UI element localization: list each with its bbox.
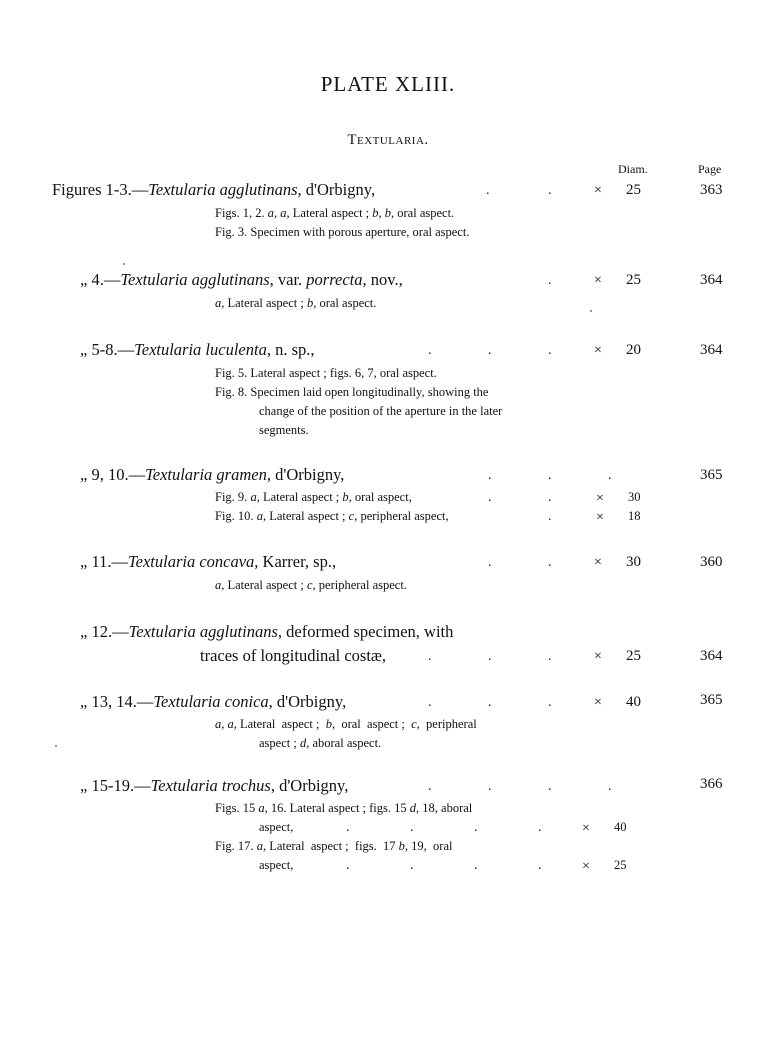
entry-label: „ 5-8.— (80, 340, 135, 359)
figure-note: a, Lateral aspect ; b, oral aspect. (215, 296, 377, 310)
leader-dot: . (474, 858, 478, 873)
entry-figure-12 (80, 622, 453, 642)
leader-dot: . (486, 183, 490, 198)
entry-label: „ 4.— (80, 270, 121, 289)
diam-value: 40 (614, 820, 627, 834)
times-sign: × (582, 859, 590, 874)
leader-dot: . (548, 468, 552, 483)
page-value: 365 (700, 467, 723, 483)
times-sign: × (596, 491, 604, 506)
species-author: , d'Orbigny, (266, 465, 345, 484)
leader-dot: . (488, 555, 492, 570)
leader-dot: . (538, 858, 542, 873)
leader-dot: . (410, 820, 414, 835)
page-value: 364 (700, 342, 723, 358)
page-value: 364 (700, 272, 723, 288)
leader-dot: . (488, 468, 492, 483)
plate-title: PLATE XLIII. (320, 72, 456, 96)
times-sign: × (594, 555, 602, 570)
leader-dot: . (538, 820, 542, 835)
leader-dot: . (488, 490, 492, 505)
entry-label: „ 13, 14.— (80, 692, 154, 711)
diam-value: 25 (614, 858, 627, 872)
column-diam-header: Diam. (618, 162, 648, 176)
entry-label: „ 15-19.— (80, 776, 151, 795)
entry-figures-9-10 (80, 465, 344, 485)
leader-dot: . (608, 779, 612, 794)
species-name: Textularia conica (153, 692, 269, 711)
column-page-header: Page (698, 162, 722, 176)
leader-dot: . (488, 343, 492, 358)
diam-value: 40 (626, 694, 641, 710)
genus-heading: Textularia. (347, 132, 429, 148)
variety-name: porrecta (306, 270, 363, 289)
entry-figures-1-3 (52, 180, 375, 200)
species-author: , d'Orbigny, (268, 692, 347, 711)
figure-note: a, Lateral aspect ; c, peripheral aspect. (215, 578, 407, 592)
figure-note: a, a, Lateral aspect ; b, oral aspect ; c, peripheral (215, 717, 477, 731)
species-author: , var. (269, 270, 307, 289)
times-sign: × (596, 510, 604, 525)
figure-note: Fig. 9. a, Lateral aspect ; b, oral aspect, (215, 490, 412, 504)
diam-value: 25 (626, 182, 641, 198)
figure-note: Fig. 17. a, Lateral aspect ; figs. 17 b, 19, oral (215, 839, 453, 853)
species-name: Textularia luculenta (134, 340, 267, 359)
species-author: , d'Orbigny, (270, 776, 349, 795)
leader-dot: . (548, 343, 552, 358)
leader-dot: . (548, 490, 552, 505)
figure-note: aspect ; d, aboral aspect. (259, 736, 382, 750)
species-author: , d'Orbigny, (297, 180, 376, 199)
entry-figures-13-14 (80, 692, 346, 712)
scan-speck (590, 310, 592, 312)
diam-value: 20 (626, 342, 641, 358)
species-author: , deformed specimen, with (277, 622, 454, 641)
leader-dot: . (488, 649, 492, 664)
figure-note: Fig. 10. a, Lateral aspect ; c, peripheral aspect, (215, 509, 449, 523)
species-name: Textularia agglutinans (120, 270, 270, 289)
species-name: Textularia trochus (150, 776, 271, 795)
times-sign: × (594, 695, 602, 710)
times-sign: × (594, 649, 602, 664)
leader-dot: . (608, 468, 612, 483)
leader-dot: . (346, 820, 350, 835)
scan-speck (55, 745, 57, 747)
entry-label: „ 9, 10.— (80, 465, 146, 484)
leader-dot: . (488, 779, 492, 794)
times-sign: × (594, 273, 602, 288)
leader-dot: . (548, 509, 552, 524)
page-value: 366 (700, 776, 723, 792)
figure-note: Figs. 15 a, 16. Lateral aspect ; figs. 15 d, 18, aboral (215, 801, 473, 815)
page-value: 364 (700, 648, 723, 664)
figure-note: aspect, (259, 858, 294, 872)
page-value: 363 (700, 182, 723, 198)
species-name: Textularia agglutinans (148, 180, 298, 199)
entry-figure-11 (80, 552, 336, 572)
page-value: 365 (700, 692, 723, 708)
diam-value: 25 (626, 648, 641, 664)
leader-dot: . (548, 183, 552, 198)
figure-note: Fig. 5. Lateral aspect ; figs. 6, 7, oral aspect. (215, 366, 437, 380)
scan-speck (123, 263, 125, 265)
figure-note: segments. (259, 423, 309, 437)
leader-dot: . (428, 779, 432, 794)
species-author: , n. sp., (266, 340, 315, 359)
leader-dot: . (428, 649, 432, 664)
page-value: 360 (700, 554, 723, 570)
leader-dot: . (548, 555, 552, 570)
leader-dot: . (474, 820, 478, 835)
diam-value: 30 (628, 490, 641, 504)
species-name: Textularia agglutinans (128, 622, 278, 641)
diam-value: 18 (628, 509, 641, 523)
leader-dot: . (428, 343, 432, 358)
entry-label: „ 12.— (80, 622, 129, 641)
figure-note: Figs. 1, 2. a, a, Lateral aspect ; b, b, oral aspect. (215, 206, 455, 220)
entry-continuation: traces of longitudinal costæ, (200, 646, 387, 665)
figure-note: Fig. 8. Specimen laid open longitudinally, showing the (215, 385, 489, 399)
entry-label: „ 11.— (80, 552, 128, 571)
times-sign: × (594, 183, 602, 198)
diam-value: 25 (626, 272, 641, 288)
diam-value: 30 (626, 554, 641, 570)
leader-dot: . (548, 779, 552, 794)
figure-note: aspect, (259, 820, 294, 834)
figure-note: Fig. 3. Specimen with porous aperture, oral aspect. (215, 225, 470, 239)
leader-dot: . (346, 858, 350, 873)
figure-note: change of the position of the aperture in the later (259, 404, 503, 418)
species-name: Textularia gramen (145, 465, 267, 484)
species-author: , Karrer, sp., (254, 552, 337, 571)
entry-figures-15-19 (80, 776, 348, 796)
times-sign: × (594, 343, 602, 358)
leader-dot: . (410, 858, 414, 873)
times-sign: × (582, 821, 590, 836)
leader-dot: . (488, 695, 492, 710)
leader-dot: . (428, 695, 432, 710)
leader-dot: . (548, 273, 552, 288)
leader-dot: . (548, 695, 552, 710)
species-name: Textularia concava (127, 552, 255, 571)
leader-dot: . (548, 649, 552, 664)
entry-label: Figures 1-3.— (52, 180, 149, 199)
entry-figure-4: „ 4.—Textularia agglutinans, var. porrecta, nov., (80, 270, 403, 289)
entry-figures-5-8 (80, 340, 315, 360)
